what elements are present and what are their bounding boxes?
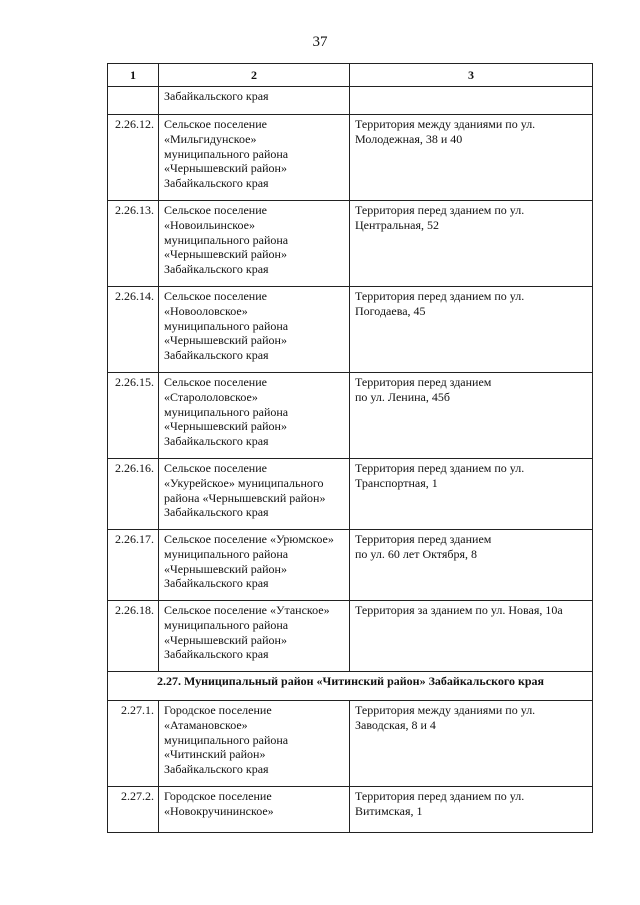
row-number: 2.26.13.	[108, 201, 159, 287]
settlement-name-cell	[159, 701, 350, 787]
settlement-name-line: муниципального района	[164, 617, 289, 632]
table-body	[108, 87, 593, 833]
location-cell	[350, 287, 593, 373]
location-cell	[350, 373, 593, 459]
settlement-name-line: Забайкальского края	[164, 647, 269, 662]
settlement-name-line: муниципального района	[164, 318, 289, 333]
settlement-name-line: «Чернышевский район»	[164, 561, 287, 576]
settlement-name-line: муниципального района	[164, 404, 289, 419]
row-number: 2.26.17.	[108, 530, 159, 601]
location-line: Заводская, 8 и 4	[355, 717, 436, 732]
settlement-name-cell	[159, 459, 350, 530]
settlement-name-line: района «Чернышевский район»	[164, 490, 326, 505]
settlement-name-line: «Чернышевский район»	[164, 161, 287, 176]
location-cell	[350, 459, 593, 530]
settlement-name-cell	[159, 373, 350, 459]
table-header-row	[108, 64, 593, 87]
table-row	[108, 601, 593, 672]
column-header: 2	[159, 64, 350, 87]
location-line: Погодаева, 45	[355, 303, 426, 318]
settlement-name-line: Городское поселение	[164, 703, 272, 717]
location-line: Территория перед зданием по ул.	[355, 789, 525, 803]
settlement-name-cell	[159, 115, 350, 201]
settlement-name-line: Сельское поселение	[164, 203, 267, 217]
row-number	[108, 87, 159, 115]
settlement-name-line: «Новооловское»	[164, 303, 248, 318]
location-line: Территория перед зданием по ул.	[355, 203, 525, 217]
settlement-name-line: «Чернышевский район»	[164, 632, 287, 647]
settlement-name-cell	[159, 530, 350, 601]
settlement-name-cell	[159, 787, 350, 833]
settlement-name-line: «Мильгидунское»	[164, 131, 257, 146]
settlement-name-line: Сельское поселение	[164, 461, 267, 475]
settlement-name-line: Забайкальского края	[164, 762, 269, 777]
settlement-name-line: «Чернышевский район»	[164, 419, 287, 434]
settlement-name-line: муниципального района	[164, 146, 289, 161]
location-cell	[350, 601, 593, 672]
location-line: по ул. 60 лет Октября, 8	[355, 546, 478, 561]
row-number: 2.26.14.	[108, 287, 159, 373]
settlement-name-line: «Чернышевский район»	[164, 333, 287, 348]
settlement-name-line: «Чернышевский район»	[164, 247, 287, 262]
section-title: 2.27. Муниципальный район «Читинский район» Забайкальского края	[108, 672, 593, 701]
section-header-row	[108, 672, 593, 701]
table-row	[108, 287, 593, 373]
row-number: 2.27.2.	[108, 787, 159, 833]
location-line: Молодежная, 38 и 40	[355, 131, 463, 146]
settlement-name-line: Сельское поселение	[164, 289, 267, 303]
location-line: Территория между зданиями по ул.	[355, 117, 536, 131]
settlement-name-line: «Атамановское»	[164, 717, 248, 732]
settlement-name-line: Забайкальского края	[164, 176, 269, 191]
settlement-name-line: «Читинский район»	[164, 747, 266, 762]
table-row	[108, 787, 593, 833]
settlement-name-line: Забайкальского края	[164, 89, 269, 103]
table-row	[108, 87, 593, 115]
settlement-name-line: Городское поселение	[164, 789, 272, 803]
settlement-name-line: Сельское поселение	[164, 375, 267, 389]
settlement-name-line: Забайкальского края	[164, 576, 269, 591]
table-row	[108, 373, 593, 459]
settlement-name-line: Сельское поселение «Утанское»	[164, 603, 330, 617]
table-row	[108, 701, 593, 787]
column-header: 1	[108, 64, 159, 87]
settlement-name-line: «Новокручининское»	[164, 803, 274, 818]
settlement-name-line: «Укурейское» муниципального	[164, 475, 324, 490]
row-number: 2.26.18.	[108, 601, 159, 672]
row-number: 2.26.15.	[108, 373, 159, 459]
location-line: Территория перед зданием по ул.	[355, 289, 525, 303]
location-line: Территория за зданием по ул. Новая, 10а	[355, 603, 563, 617]
location-cell	[350, 701, 593, 787]
settlement-name-line: Сельское поселение	[164, 117, 267, 131]
location-line: Транспортная, 1	[355, 475, 438, 490]
settlement-name-line: «Новоильинское»	[164, 217, 255, 232]
row-number: 2.26.16.	[108, 459, 159, 530]
settlement-name-cell	[159, 201, 350, 287]
location-cell	[350, 530, 593, 601]
settlement-name-line: муниципального района	[164, 546, 289, 561]
location-cell	[350, 201, 593, 287]
location-line: Территория между зданиями по ул.	[355, 703, 536, 717]
location-cell	[350, 115, 593, 201]
location-line: Витимская, 1	[355, 803, 423, 818]
page-number: 37	[312, 34, 328, 50]
settlement-name-line: Сельское поселение «Урюмское»	[164, 532, 334, 546]
location-line: по ул. Ленина, 45б	[355, 389, 450, 404]
row-number: 2.27.1.	[108, 701, 159, 787]
table-row	[108, 115, 593, 201]
settlement-name-line: Забайкальского края	[164, 262, 269, 277]
settlement-name-line: Забайкальского края	[164, 348, 269, 363]
settlement-name-line: Забайкальского края	[164, 505, 269, 520]
registry-table	[107, 63, 593, 833]
location-line: Территория перед зданием	[355, 532, 492, 546]
settlement-name-cell	[159, 601, 350, 672]
row-number: 2.26.12.	[108, 115, 159, 201]
settlement-name-line: Забайкальского края	[164, 434, 269, 449]
settlement-name-line: муниципального района	[164, 232, 289, 247]
settlement-name-line: муниципального района	[164, 732, 289, 747]
location-line: Центральная, 52	[355, 217, 439, 232]
table-row	[108, 201, 593, 287]
settlement-name-line: «Старололовское»	[164, 389, 258, 404]
location-line: Территория перед зданием по ул.	[355, 461, 525, 475]
location-cell	[350, 787, 593, 833]
table-row	[108, 530, 593, 601]
location-line: Территория перед зданием	[355, 375, 492, 389]
location-cell	[350, 87, 593, 115]
table-row	[108, 459, 593, 530]
settlement-name-cell	[159, 87, 350, 115]
column-header: 3	[350, 64, 593, 87]
settlement-name-cell	[159, 287, 350, 373]
